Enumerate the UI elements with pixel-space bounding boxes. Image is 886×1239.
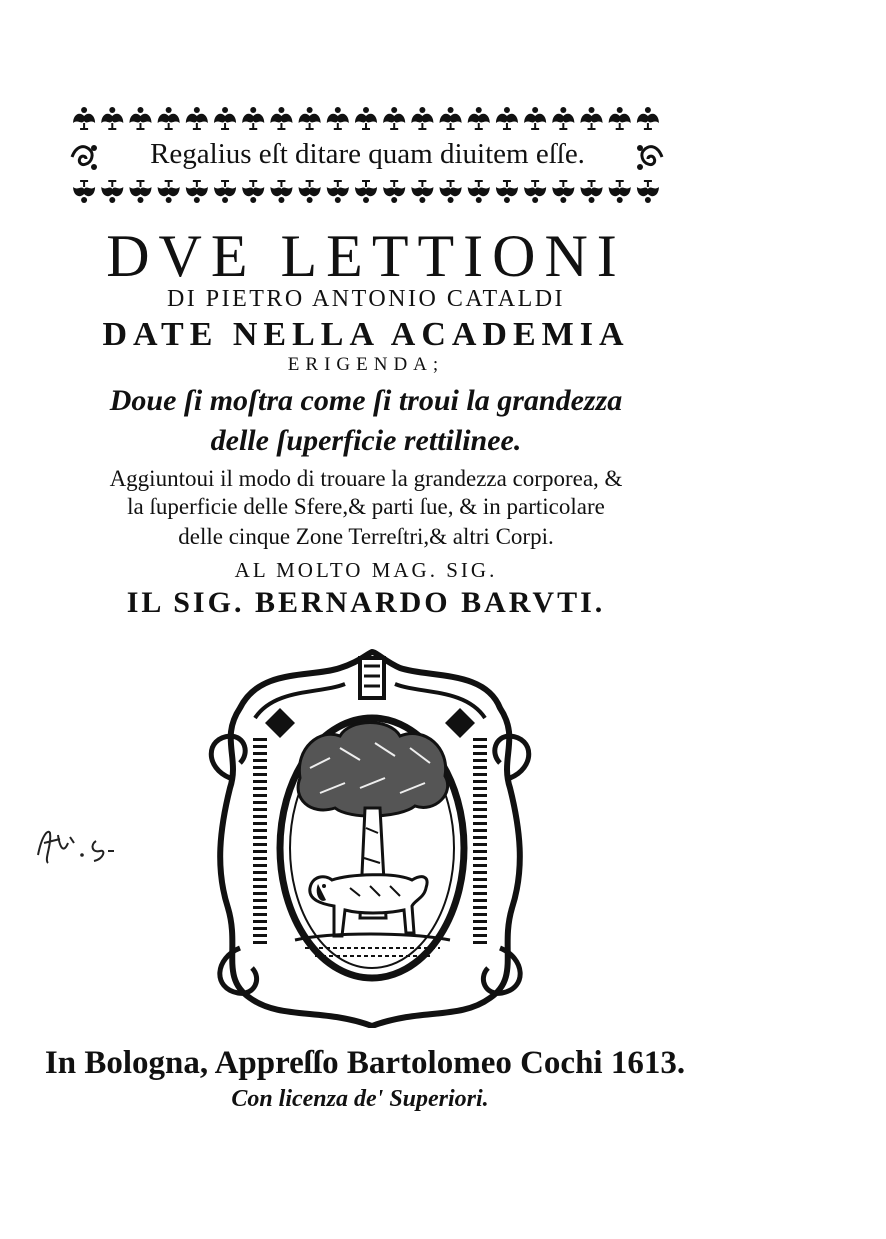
licence-line: Con licenza de' Superiori. [231,1086,489,1112]
fleuron-icon [299,107,321,129]
erigenda-line: ERIGENDA; [287,354,445,375]
fleuron-icon [327,107,349,129]
fleuron-icon [270,181,292,203]
coat-of-arms-icon [200,648,540,1028]
motto: Regalius eſt ditare quam diuitem eſſe. [150,138,585,170]
fleuron-icon [609,181,631,203]
fleuron-icon [637,107,659,129]
fleuron-icon [637,181,659,203]
fleuron-icon [186,181,208,203]
fleuron-icon [129,107,151,129]
fleuron-icon [552,181,574,203]
book-title: DVE LETTIONI [106,223,626,289]
fleuron-icon [101,181,123,203]
fleuron-icon [524,181,546,203]
fleuron-icon [299,181,321,203]
fleuron-icon [214,181,236,203]
fleuron-icon [468,107,490,129]
fleuron-icon [468,181,490,203]
academy-line: DATE NELLA ACADEMIA [102,316,630,353]
handwritten-note-icon [30,815,130,875]
subtitle-line-2: delle ſuperficie rettilinee. [210,424,522,457]
fleuron-icon [73,107,95,129]
author-line: DI PIETRO ANTONIO CATALDI [166,286,566,312]
fleuron-icon [496,107,518,129]
fleuron-icon [101,107,123,129]
fleuron-icon [73,181,95,203]
fleuron-icon [158,107,180,129]
description-line-1: Aggiuntoui il modo di trouare la grandezza corporea, & [109,466,623,491]
fleuron-icon [383,107,405,129]
fleuron-icon [158,181,180,203]
fleuron-icon [355,181,377,203]
fleuron-icon [609,107,631,129]
top-fleuron-border [70,104,662,134]
fleuron-icon [327,181,349,203]
fleuron-icon [440,107,462,129]
lower-fleuron-border [70,176,662,206]
fleuron-icon [524,107,546,129]
fleuron-icon [440,181,462,203]
fleuron-icon [411,107,433,129]
fleuron-icon [383,181,405,203]
fleuron-icon [214,107,236,129]
fleuron-icon [581,107,603,129]
imprint-line: In Bologna, Appreſſo Bartolomeo Cochi 1613. [44,1045,686,1081]
fleuron-icon [355,107,377,129]
fleuron-icon [270,107,292,129]
description-line-3: delle cinque Zone Terreſtri,& altri Corpi. [178,524,554,549]
dedication-line-2: IL SIG. BERNARDO BARVTI. [126,586,606,619]
fleuron-icon [411,181,433,203]
subtitle-line-1: Doue ſi moſtra come ſi troui la grandezza [109,384,623,417]
fleuron-icon [552,107,574,129]
fleuron-icon [129,181,151,203]
dedication-line-1: AL MOLTO MAG. SIG. [234,558,498,582]
description-line-2: la ſuperficie delle Sfere,& parti ſue, & in particolare [127,494,605,519]
fleuron-icon [242,181,264,203]
fleuron-icon [186,107,208,129]
fleuron-icon [242,107,264,129]
fleuron-icon [581,181,603,203]
fleuron-icon [496,181,518,203]
